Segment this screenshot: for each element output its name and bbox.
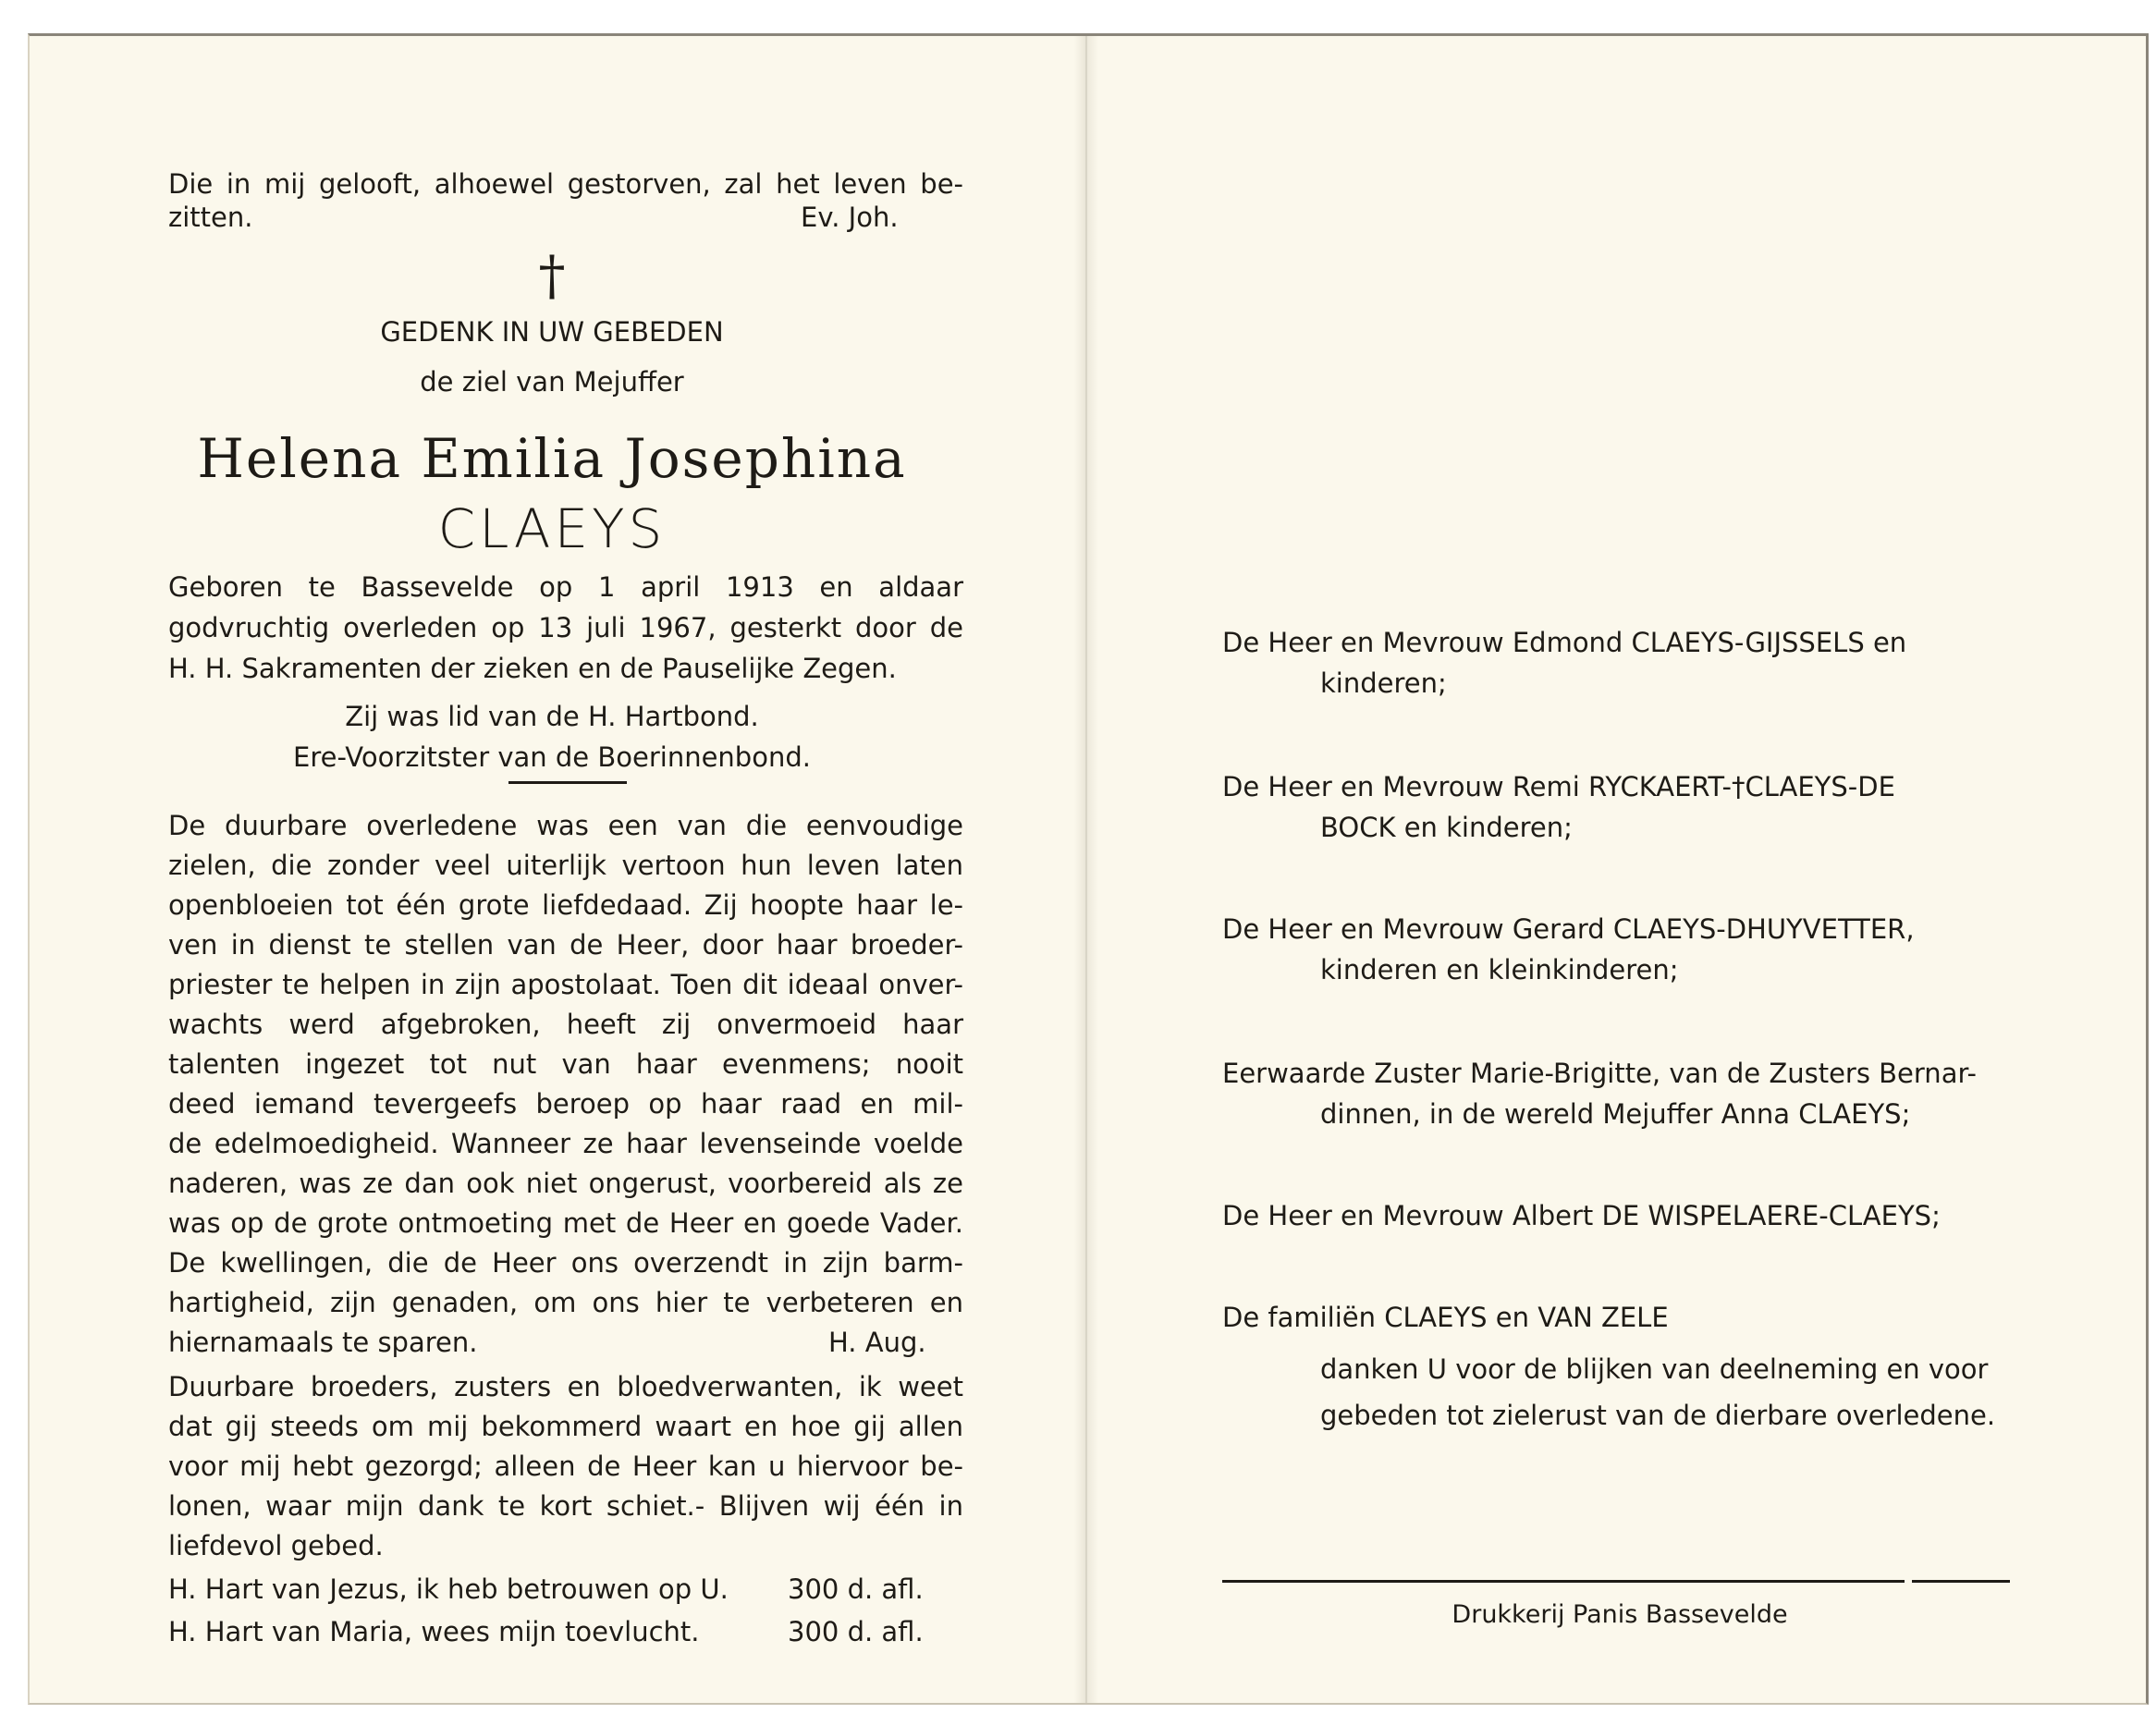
divider bbox=[508, 781, 627, 784]
family-entry-2-line-2: BOCK en kinderen; bbox=[1320, 812, 1573, 843]
family-entry-3-line-1: De Heer en Mevrouw Gerard CLAEYS-DHUYVETTER, bbox=[1222, 913, 1915, 945]
paragraph-line: Duurbare broeders, zusters en bloedverwanten, ik weet bbox=[168, 1371, 963, 1402]
membership-line-1: Zij was lid van de H. Hartbond. bbox=[345, 701, 759, 732]
prayer-1-text: H. Hart van Jezus, ik heb betrouwen op U. bbox=[168, 1573, 729, 1605]
paragraph-line: dat gij steeds om mij bekommerd waart en hoe gij allen bbox=[168, 1411, 963, 1442]
card-fold bbox=[1074, 36, 1098, 1703]
paragraph-line: ven in dienst te stellen van de Heer, door haar broeder- bbox=[168, 929, 963, 961]
subheading: de ziel van Mejuffer bbox=[420, 366, 684, 398]
thanks-line-2: gebeden tot zielerust van de dierbare overledene. bbox=[1320, 1400, 1996, 1431]
deceased-given-names: Helena Emilia Josephina bbox=[197, 427, 907, 490]
paragraph-line: was op de grote ontmoeting met de Heer en goede Vader. bbox=[168, 1207, 963, 1239]
prayer-2-indulgence: 300 d. afl. bbox=[788, 1616, 924, 1647]
prayer-2-text: H. Hart van Maria, wees mijn toevlucht. bbox=[168, 1616, 700, 1647]
paragraph-line: De duurbare overledene was een van die eenvoudige bbox=[168, 810, 963, 841]
birth-death-line-1: Geboren te Bassevelde op 1 april 1913 en aldaar bbox=[168, 571, 963, 603]
paragraph-line: zielen, die zonder veel uiterlijk vertoon hun leven laten bbox=[168, 850, 963, 881]
paragraph-line: naderen, was ze dan ook niet ongerust, voorbereid als ze bbox=[168, 1168, 963, 1199]
paragraph-line: priester te helpen in zijn apostolaat. Toen dit ideaal onver- bbox=[168, 969, 963, 1000]
prayer-1-indulgence: 300 d. afl. bbox=[788, 1573, 924, 1605]
paragraph-line: openbloeien tot één grote liefdedaad. Zij hoopte haar le- bbox=[168, 889, 963, 921]
birth-death-line-3: H. H. Sakramenten der zieken en de Pauselijke Zegen. bbox=[168, 653, 897, 684]
printer-credit: Drukkerij Panis Bassevelde bbox=[1452, 1600, 1788, 1629]
family-entry-1-line-1: De Heer en Mevrouw Edmond CLAEYS-GIJSSELS en bbox=[1222, 627, 1907, 658]
membership-line-2: Ere-Voorzitster van de Boerinnenbond. bbox=[293, 741, 811, 773]
footer-rule-short bbox=[1912, 1580, 2010, 1583]
family-entry-2-line-1: De Heer en Mevrouw Remi RYCKAERT-†CLAEYS-DE bbox=[1222, 771, 1895, 802]
paragraph-line: hiernamaals te sparen. bbox=[168, 1327, 478, 1358]
family-entry-4-line-1: Eerwaarde Zuster Marie-Brigitte, van de Zusters Bernar- bbox=[1222, 1058, 1977, 1089]
cross-icon: † bbox=[538, 244, 566, 307]
paragraph-line: de edelmoedigheid. Wanneer ze haar levenseinde voelde bbox=[168, 1128, 963, 1159]
paragraph-line: liefdevol gebed. bbox=[168, 1530, 384, 1561]
memorial-card bbox=[28, 33, 2149, 1705]
family-entry-4-line-2: dinnen, in de wereld Mejuffer Anna CLAEYS; bbox=[1320, 1098, 1911, 1130]
family-entry-5: De Heer en Mevrouw Albert DE WISPELAERE-CLAEYS; bbox=[1222, 1200, 1941, 1231]
epigraph-line-1: Die in mij gelooft, alhoewel gestorven, zal het leven be- bbox=[168, 168, 963, 200]
birth-death-line-2: godvruchtig overleden op 13 juli 1967, gesterkt door de bbox=[168, 612, 963, 643]
paragraph-line: lonen, waar mijn dank te kort schiet.- Blijven wij één in bbox=[168, 1490, 963, 1522]
epigraph-source: Ev. Joh. bbox=[801, 202, 899, 233]
paragraph-line: wachts werd afgebroken, heeft zij onvermoeid haar bbox=[168, 1009, 963, 1040]
footer-rule-long bbox=[1222, 1580, 1905, 1583]
family-entry-3-line-2: kinderen en kleinkinderen; bbox=[1320, 954, 1679, 985]
paragraph-line: voor mij hebt gezorgd; alleen de Heer kan u hiervoor be- bbox=[168, 1451, 963, 1482]
paragraph-2-source: H. Aug. bbox=[828, 1327, 926, 1358]
epigraph-line-2: zitten. bbox=[168, 202, 253, 233]
deceased-family-name: CLAEYS bbox=[437, 497, 667, 560]
paragraph-line: deed iemand tevergeefs beroep op haar raad en mil- bbox=[168, 1088, 963, 1120]
heading: GEDENK IN UW GEBEDEN bbox=[380, 316, 724, 348]
paragraph-line: talenten ingezet tot nut van haar evenmens; nooit bbox=[168, 1048, 963, 1080]
thanks-line-1: danken U voor de blijken van deelneming en voor bbox=[1320, 1353, 1989, 1385]
right-page bbox=[1098, 36, 2150, 1703]
family-entry-1-line-2: kinderen; bbox=[1320, 667, 1447, 699]
family-entry-6: De familiën CLAEYS en VAN ZELE bbox=[1222, 1302, 1669, 1333]
left-page bbox=[30, 36, 1074, 1703]
paragraph-line: De kwellingen, die de Heer ons overzendt in zijn barm- bbox=[168, 1247, 963, 1279]
paragraph-line: hartigheid, zijn genaden, om ons hier te verbeteren en bbox=[168, 1287, 963, 1318]
